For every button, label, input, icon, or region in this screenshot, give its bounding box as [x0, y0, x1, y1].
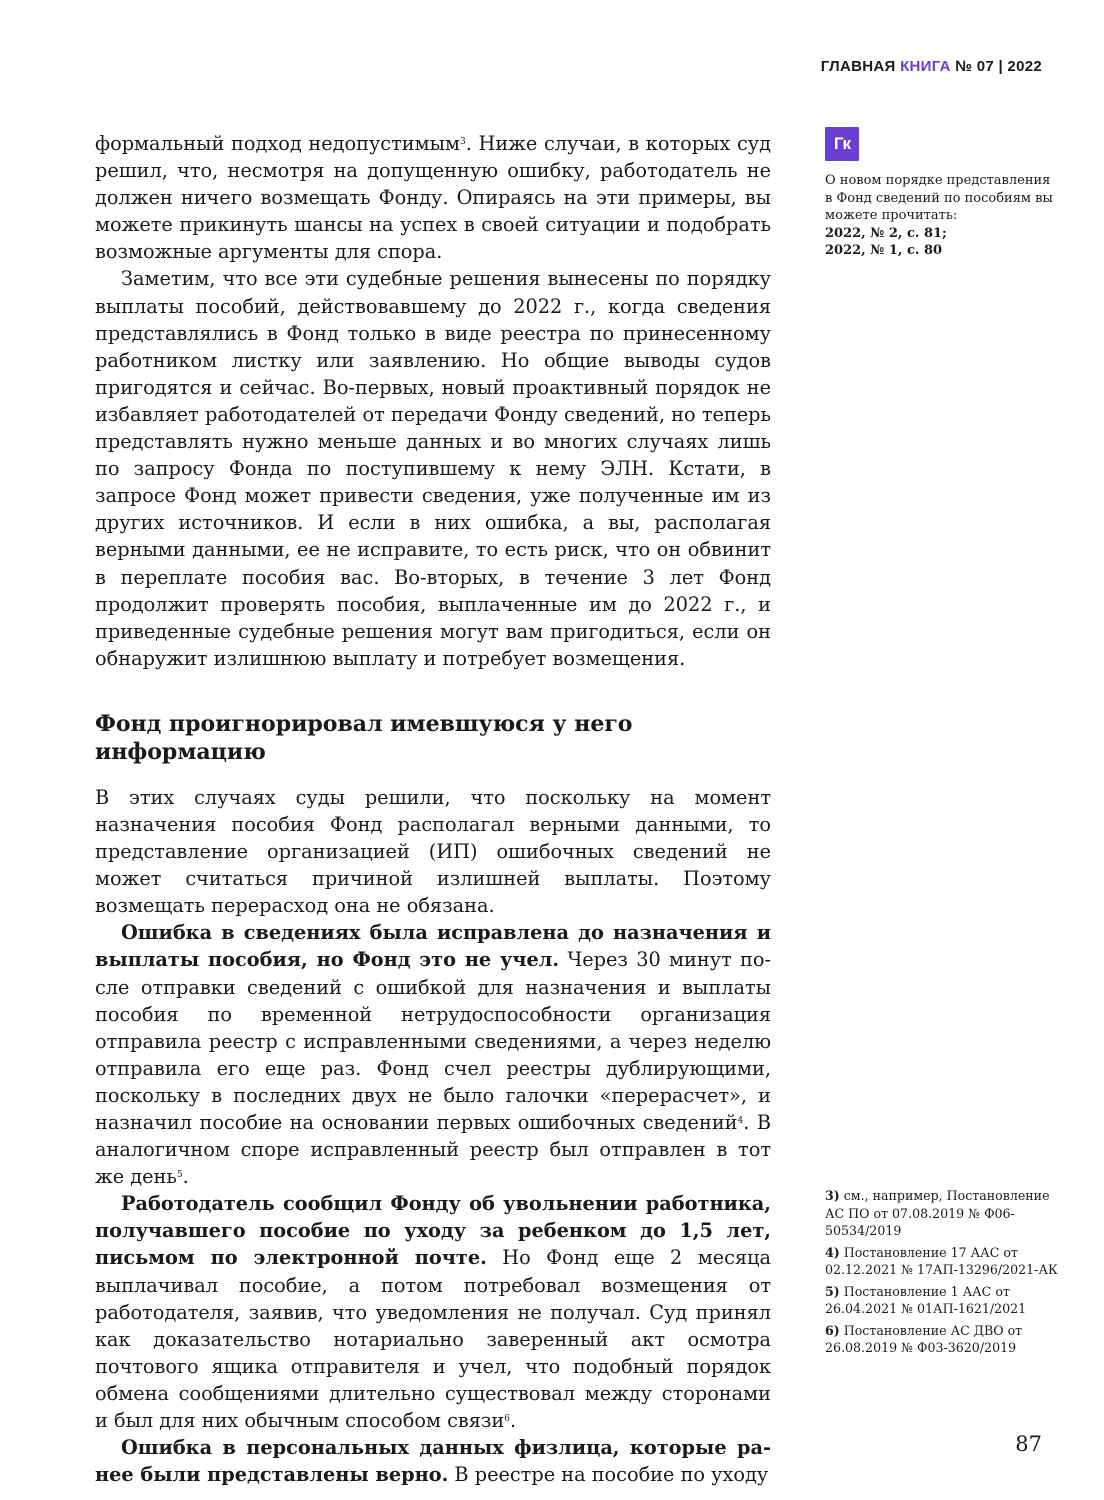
paragraph-6-lead: Ошибка в персональных данных физлица, которые ранее были представлены верно.: [95, 1436, 771, 1487]
footnote-5: [825, 1283, 1065, 1318]
paragraph-5-lead: Работодатель сообщил Фонду об увольнении работника, получавшего пособие по уходу за ребенком до 1,5 лет, письмом по электронной почте.: [95, 1192, 771, 1270]
footnote-text: Постановление АС ДВО от 26.08.2019 № Ф03-3620/2019: [825, 1322, 1023, 1355]
paragraph-4-text-a: Через 30 минут после отправки сведений с ошибкой для назначения и выплаты пособия по временной нетрудоспособности организация отправила реестр с исправленными сведениями, а через неделю отправила его еще раз. Фонд счел реестры дублирующими, поскольку в последних двух не было галочки «перерасчет», и назначил пособие на основании первых ошибочных сведений: [95, 948, 771, 1134]
footnote-ref-4: 4: [737, 1116, 744, 1126]
paragraph-4-text-c: .: [182, 1165, 189, 1189]
sidebar-note: О новом порядке представления в Фонд сведений по пособиям вы можете прочитать:: [825, 173, 1053, 223]
paragraph-5-text-b: .: [510, 1409, 517, 1433]
gk-logo-icon: Гк: [825, 127, 859, 161]
paragraph-4: [95, 919, 771, 1190]
paragraph-4-text-b: . В аналогичном споре исправленный реестр был отправлен в тот же день: [95, 1111, 771, 1189]
paragraph-6: [95, 1434, 771, 1488]
footnote-number: 4): [825, 1244, 840, 1260]
footnote-ref-5: 5: [176, 1170, 183, 1181]
sidebar-ref-1: 2022, № 2, с. 81;: [825, 225, 947, 241]
header-title-part1: ГЛАВНАЯ: [820, 58, 901, 75]
paragraph-2: Заметим, что все эти судебные решения вынесены по порядку выплаты пособий, действовавшему до 2022 г., когда сведения представлялись в Фонд только в виде реестра по принесенному работником листку или заявлению. Но общие выводы судов пригодятся и сейчас. Во-первых, новый проактивный порядок не избавляет работодателей от передачи Фонду сведений, но теперь представлять нужно меньше данных и во многих случаях лишь по запросу Фонда по поступившему к нему ЭЛН. Кстати, в запросе Фонд может привести сведения, уже полученные им из других источников. И если в них ошибка, а вы, располагая верными данными, ее не исправите, то есть риск, что он обвинит в переплате пособия вас. Во-вторых, в течение 3 лет Фонд продолжит проверять пособия, выплаченные им до 2022 г., и приведенные судебные решения могут вам пригодиться, если он обнаружит излишнюю выплату и потребует возмещения.: [95, 267, 771, 670]
main-column: [95, 130, 771, 1488]
footnote-text: Постановление 1 ААС от 26.04.2021 № 01АП-1621/2021: [825, 1283, 1027, 1316]
footnote-text: Постановление 17 ААС от 02.12.2021 № 17АП-13296/2021-АК: [825, 1244, 1058, 1277]
paragraph-1-text-b: . Ниже случаи, в которых суд решил, что, несмотря на допущенную ошибку, работодатель не должен ничего возмещать Фонду. Опираясь на эти примеры, вы можете прикинуть шансы на успех в своей ситуации и подобрать возможные аргументы для спора.: [95, 132, 771, 264]
page-number: 87: [1015, 1432, 1042, 1456]
footnote-number: 6): [825, 1322, 840, 1338]
footnote-number: 3): [825, 1188, 840, 1203]
paragraph-1: [95, 130, 771, 265]
footnote-text: см., например, Постановление АС ПО от 07.08.2019 № Ф06-50534/2019: [825, 1188, 1050, 1238]
sidebar-ref-2: 2022, № 1, с. 80: [825, 243, 943, 258]
running-header: [821, 58, 1042, 75]
footnotes: [825, 1187, 1065, 1361]
paragraph-4-lead: Ошибка в сведениях была исправлена до назначения и выплаты пособия, но Фонд это не учел.: [95, 921, 771, 972]
footnote-4: [825, 1244, 1065, 1279]
paragraph-1-text-a: формальный подход недопустимым: [95, 132, 460, 155]
section-heading: Фонд проигнорировал имевшуюся у него информацию: [95, 710, 633, 765]
paragraph-3: В этих случаях суды решили, что поскольку на момент назначения пособия Фонд располагал верными данными, то представление организацией (ИП) ошибочных сведений не может считаться причиной излишней выплаты. Поэтому возмещать перерасход она не обязана.: [95, 785, 771, 918]
header-title-part2: КНИГА: [900, 58, 951, 75]
header-issue: № 07 | 2022: [950, 58, 1042, 75]
sidebar: [825, 127, 1055, 260]
footnote-ref-3: 3: [459, 137, 466, 147]
paragraph-5-text-a: Но Фонд еще 2 месяца выплачивал пособие, а потом потребовал возмещения от работодателя, заявив, что уведомления не получал. Суд принял как доказательство нотариально заверенный акт осмотра почтового ящика отправителя и учел, что подобный порядок обмена сообщениями длительно существовал между сторонами и был для них обычным способом связи: [95, 1246, 771, 1433]
footnote-number: 5): [825, 1283, 840, 1299]
footnote-3: [825, 1187, 1065, 1240]
paragraph-6-text-a: В реестре на пособие по уходу: [448, 1463, 769, 1487]
footnote-ref-6: 6: [504, 1414, 510, 1425]
footnote-6: [825, 1322, 1065, 1357]
paragraph-5: [95, 1190, 771, 1434]
